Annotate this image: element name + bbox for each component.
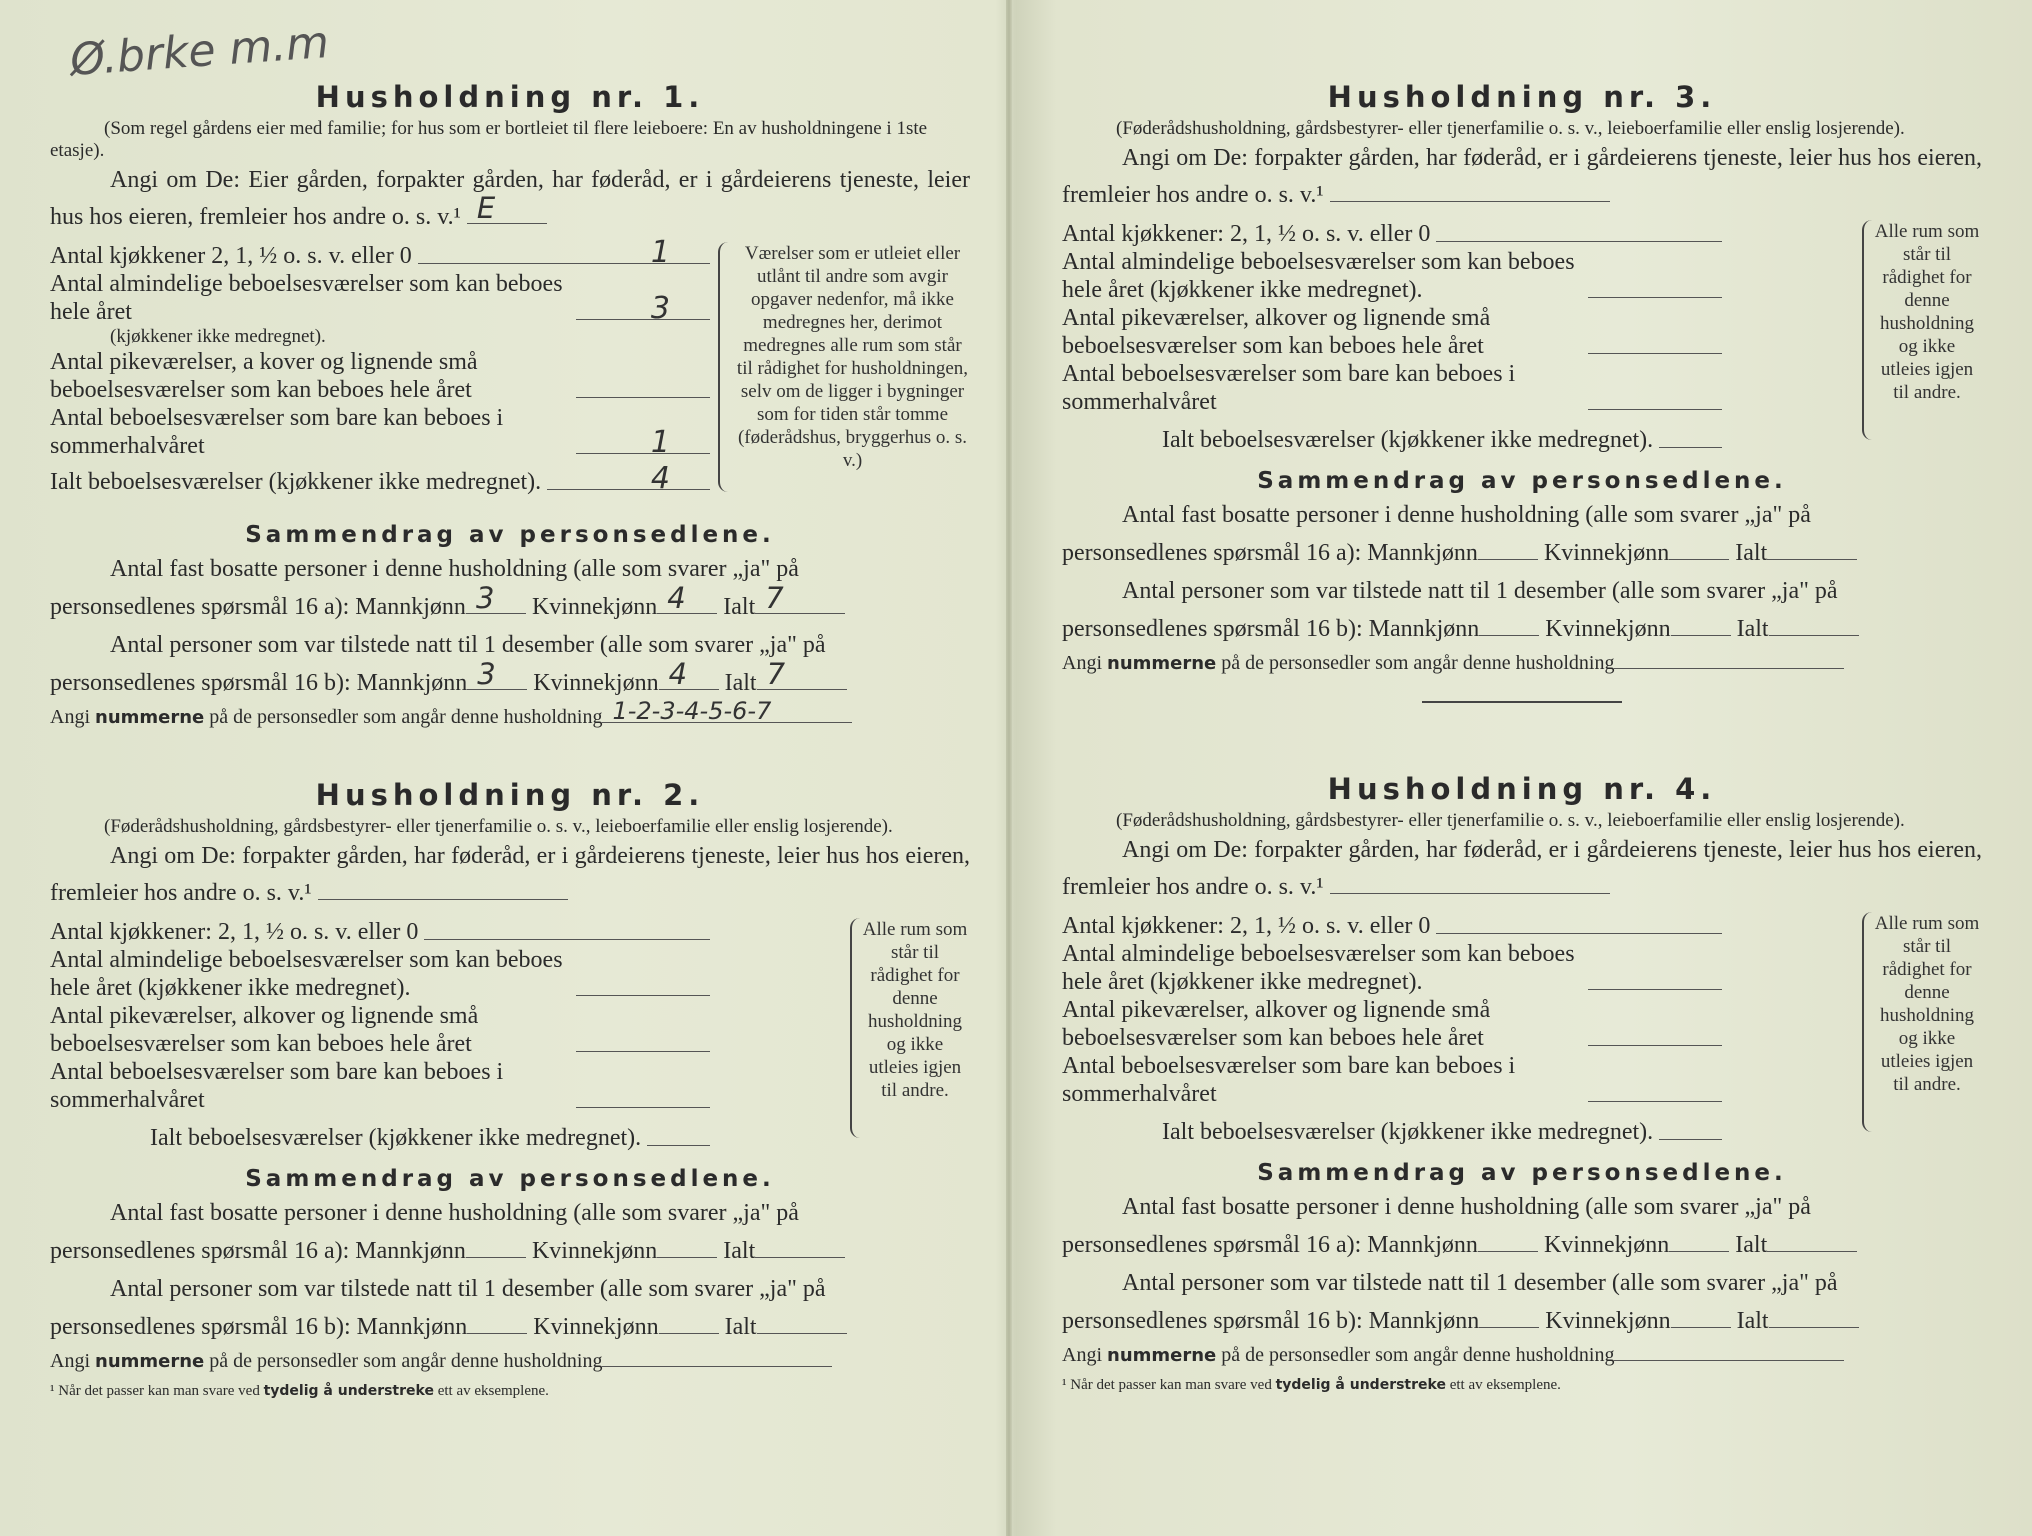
household-1-angi-answer: E: [476, 191, 496, 225]
h3-q-a-answers: personsedlenes spørsmål 16 a): Mannkjønn Kvinnekjønn Ialt: [1062, 534, 1982, 572]
h1-row-total: Ialt beboelsesværelser (kjøkkener ikke medregnet). 4: [50, 468, 710, 496]
h3-row-kitchens: Antal kjøkkener: 2, 1, ½ o. s. v. eller 0: [1062, 220, 1722, 248]
h2-sammendrag: Sammendrag av personsedlene.: [245, 1166, 775, 1192]
h1-q-a-answers: personsedlenes spørsmål 16 a): Mannkjønn 3 Kvinnekjønn 4 Ialt 7: [50, 588, 970, 626]
h3-row-small-rooms: Antal pikeværelser, alkover og lignende små beboelsesværelser som kan beboes hele året: [1062, 304, 1722, 360]
h1-rooms-value: 3: [650, 291, 670, 326]
h1-nummerne: Angi nummerne på de personsedler som angår denne husholdning 1-2-3-4-5-6-7: [50, 702, 970, 733]
h4-q-a: Antal fast bosatte personer i denne husholdning (alle som svarer „ja" på: [1122, 1194, 1811, 1220]
household-3-title: Husholdning nr. 3.: [1327, 80, 1717, 114]
h2-q-b-answers: personsedlenes spørsmål 16 b): Mannkjønn Kvinnekjønn Ialt: [50, 1308, 970, 1346]
h4-row-rooms: Antal almindelige beboelsesværelser som kan beboes hele året (kjøkkener ikke medregnet).: [1062, 940, 1722, 996]
h1-sammendrag: Sammendrag av personsedlene.: [245, 522, 775, 548]
h2-side-note: Alle rum som står til rådighet for denne husholdning og ikke utleies igjen til andre.: [862, 919, 968, 1101]
h1-q-b-answers: personsedlenes spørsmål 16 b): Mannkjønn 3 Kvinnekjønn 4 Ialt 7: [50, 664, 970, 702]
h3-q-b: Antal personer som var tilstede natt til 1 desember (alle som svarer „ja" på: [1122, 578, 1838, 604]
h1-kitchens-value: 1: [650, 235, 670, 270]
household-1-subtitle: (Som regel gårdens eier med familie; for hus som er bortleiet til flere leieboere: En av husholdningene i 1ste etasje).: [50, 118, 928, 161]
h4-row-summer-rooms: Antal beboelsesværelser som bare kan beboes i sommerhalvåret: [1062, 1052, 1722, 1108]
h1-side-note: Værelser som er utleiet eller utlånt til andre som avgir opgaver nedenfor, må ikke medregnes her, derimot medregnes alle rum som står til rådighet for husholdningen, selv om de ligger i bygninger som for tiden står tomme (føderådshus, bryggerhus o. s. v.): [736, 243, 969, 471]
household-3: [1062, 80, 1982, 721]
h2-row-summer-rooms: Antal beboelsesværelser som bare kan beboes i sommerhalvåret: [50, 1058, 710, 1114]
h3-row-rooms: Antal almindelige beboelsesværelser som kan beboes hele året (kjøkkener ikke medregnet).: [1062, 248, 1722, 304]
h1-q-a: Antal fast bosatte personer i denne husholdning (alle som svarer „ja" på: [110, 556, 799, 582]
footnote-left: ¹ Når det passer kan man svare ved tydelig å understreke ett av eksemplene.: [50, 1383, 549, 1399]
h2-q-a: Antal fast bosatte personer i denne husholdning (alle som svarer „ja" på: [110, 1200, 799, 1226]
household-1-title: Husholdning nr. 1.: [315, 80, 705, 114]
h1-summer-value: 1: [650, 425, 670, 460]
h3-nummerne: Angi nummerne på de personsedler som angår denne husholdning: [1062, 648, 1982, 679]
household-2-subtitle: (Føderådshusholdning, gårdsbestyrer- eller tjenerfamilie o. s. v., leieboerfamilie eller enslig losjerende).: [104, 816, 893, 837]
h1-row-rooms: Antal almindelige beboelsesværelser som kan beboes hele året 3: [50, 270, 710, 326]
household-2-title: Husholdning nr. 2.: [315, 778, 705, 812]
h2-row-small-rooms: Antal pikeværelser, alkover og lignende små beboelsesværelser som kan beboes hele året: [50, 1002, 710, 1058]
h3-q-a: Antal fast bosatte personer i denne husholdning (alle som svarer „ja" på: [1122, 502, 1811, 528]
h1-row-kitchens: Antal kjøkkener 2, 1, ½ o. s. v. eller 0 1: [50, 242, 710, 270]
footnote-right: ¹ Når det passer kan man svare ved tydelig å understreke ett av eksemplene.: [1062, 1377, 1561, 1393]
h3-sammendrag: Sammendrag av personsedlene.: [1257, 468, 1787, 494]
household-4-angi: Angi om De: forpakter gården, har føderåd, er i gårdeierens tjeneste, leier hus hos eieren, fremleier hos andre o. s. v.¹: [1062, 837, 1982, 900]
h2-row-total: Ialt beboelsesværelser (kjøkkener ikke medregnet).: [50, 1124, 710, 1152]
divider: [1422, 701, 1622, 703]
h2-nummerne: Angi nummerne på de personsedler som angår denne husholdning: [50, 1346, 970, 1377]
household-4-subtitle: (Føderådshusholdning, gårdsbestyrer- eller tjenerfamilie o. s. v., leieboerfamilie eller enslig losjerende).: [1116, 810, 1905, 831]
household-3-angi: Angi om De: forpakter gården, har føderåd, er i gårdeierens tjeneste, leier hus hos eieren, fremleier hos andre o. s. v.¹: [1062, 145, 1982, 208]
h1-row-note: (kjøkkener ikke medregnet).: [110, 326, 326, 347]
h2-q-b: Antal personer som var tilstede natt til 1 desember (alle som svarer „ja" på: [110, 1276, 826, 1302]
h3-row-total: Ialt beboelsesværelser (kjøkkener ikke medregnet).: [1062, 426, 1722, 454]
household-2: [50, 778, 970, 1400]
household-2-angi: Angi om De: forpakter gården, har føderåd, er i gårdeierens tjeneste, leier hus hos eieren, fremleier hos andre o. s. v.¹: [50, 843, 970, 906]
h4-row-kitchens: Antal kjøkkener: 2, 1, ½ o. s. v. eller 0: [1062, 912, 1722, 940]
h2-row-kitchens: Antal kjøkkener: 2, 1, ½ o. s. v. eller 0: [50, 918, 710, 946]
h4-sammendrag: Sammendrag av personsedlene.: [1257, 1160, 1787, 1186]
h4-side-note: Alle rum som står til rådighet for denne husholdning og ikke utleies igjen til andre.: [1874, 913, 1980, 1095]
h1-q-b: Antal personer som var tilstede natt til 1 desember (alle som svarer „ja" på: [110, 632, 826, 658]
h3-row-summer-rooms: Antal beboelsesværelser som bare kan beboes i sommerhalvåret: [1062, 360, 1722, 416]
household-3-subtitle: (Føderådshusholdning, gårdsbestyrer- eller tjenerfamilie o. s. v., leieboerfamilie eller enslig losjerende).: [1116, 118, 1905, 139]
right-page: [1012, 0, 2012, 1536]
h2-row-rooms: Antal almindelige beboelsesværelser som kan beboes hele året (kjøkkener ikke medregnet).: [50, 946, 710, 1002]
h4-q-b-answers: personsedlenes spørsmål 16 b): Mannkjønn Kvinnekjønn Ialt: [1062, 1302, 1982, 1340]
household-4: [1062, 772, 1982, 1394]
h1-row-small-rooms: Antal pikeværelser, a kover og lignende små beboelsesværelser som kan beboes hele året: [50, 348, 710, 404]
household-1: [50, 80, 970, 733]
h3-q-b-answers: personsedlenes spørsmål 16 b): Mannkjønn Kvinnekjønn Ialt: [1062, 610, 1982, 648]
h4-nummerne: Angi nummerne på de personsedler som angår denne husholdning: [1062, 1340, 1982, 1371]
household-1-angi: Angi om De: Eier gården, forpakter gården, har føderåd, er i gårdeierens tjeneste, leier hus hos eieren, fremleier hos andre o. s. v.¹ E: [50, 167, 970, 230]
h3-side-note: Alle rum som står til rådighet for denne husholdning og ikke utleies igjen til andre.: [1874, 221, 1980, 403]
h4-q-a-answers: personsedlenes spørsmål 16 a): Mannkjønn Kvinnekjønn Ialt: [1062, 1226, 1982, 1264]
h1-total-value: 4: [650, 461, 670, 496]
brace: [718, 242, 734, 492]
h1-row-summer-rooms: Antal beboelsesværelser som bare kan beboes i sommerhalvåret 1: [50, 404, 710, 460]
h2-q-a-answers: personsedlenes spørsmål 16 a): Mannkjønn Kvinnekjønn Ialt: [50, 1232, 970, 1270]
h4-row-total: Ialt beboelsesværelser (kjøkkener ikke medregnet).: [1062, 1118, 1722, 1146]
h4-row-small-rooms: Antal pikeværelser, alkover og lignende små beboelsesværelser som kan beboes hele året: [1062, 996, 1722, 1052]
left-page: [0, 0, 1000, 1536]
handwritten-margin-note: Ø.brke m.m: [68, 17, 331, 86]
household-4-title: Husholdning nr. 4.: [1327, 772, 1717, 806]
h4-q-b: Antal personer som var tilstede natt til 1 desember (alle som svarer „ja" på: [1122, 1270, 1838, 1296]
